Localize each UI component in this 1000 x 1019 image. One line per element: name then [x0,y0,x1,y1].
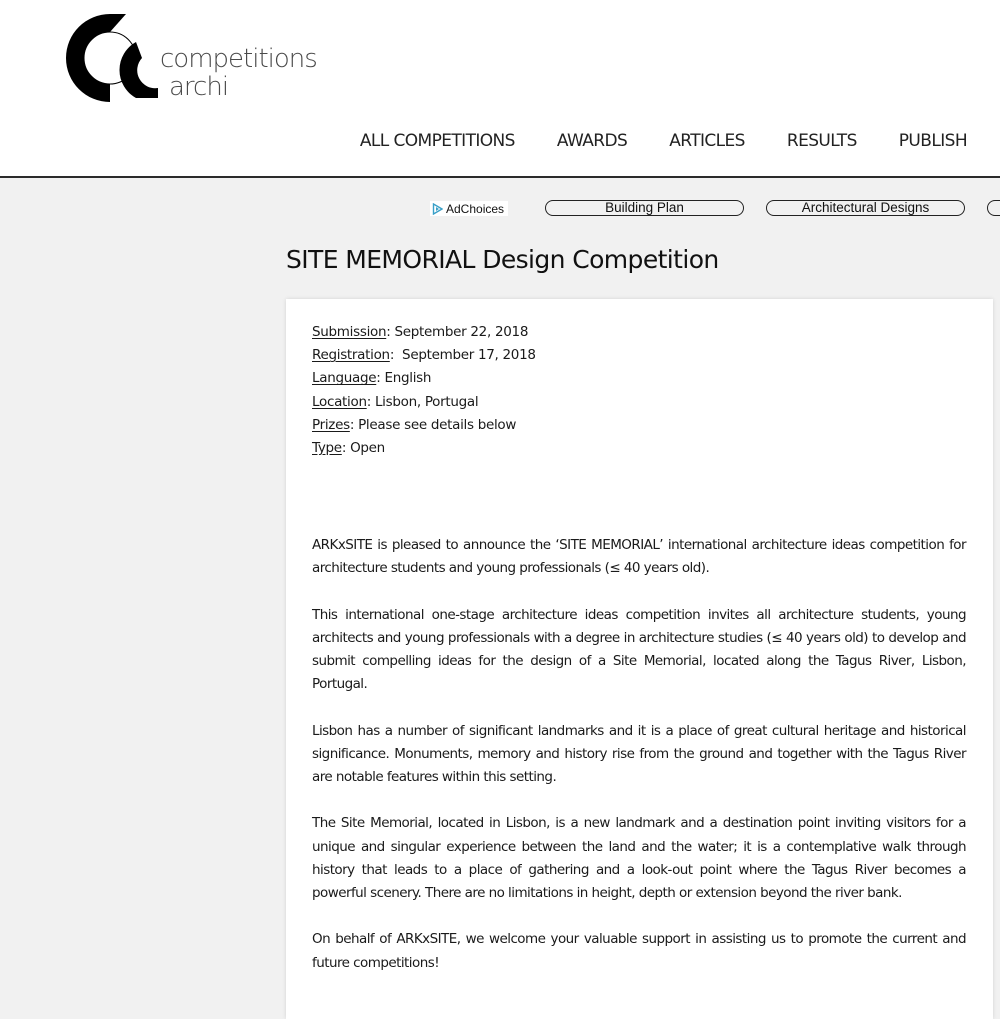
ad-link-partial[interactable] [987,200,1000,216]
meta-prizes [312,414,536,437]
meta-sep: : [341,440,351,457]
meta-value: Please see details below [358,416,517,433]
meta-label: Type [312,440,342,457]
adchoices-badge[interactable] [430,201,508,216]
ad-link-architectural-designs[interactable]: Architectural Designs [766,200,965,216]
competition-details-card [286,299,993,1019]
meta-sep: : [389,347,403,364]
nav-awards[interactable]: AWARDS [556,131,628,151]
ad-link-building-plan[interactable]: Building Plan [545,200,744,216]
logo-text-archi: archi [169,72,229,102]
meta-label: Language [312,370,377,387]
logo-text-competitions: competitions [160,44,317,74]
nav-articles[interactable]: ARTICLES [669,131,745,151]
description-paragraph: This international one-stage architecture ideas competition invites all architecture students, young architects and young professionals with a degree in architecture studies (≤ 40 years old) to develop and submit compelling ideas for the design of a Site Memorial, located along the Tagus River, Lisbon, Portugal. [312,606,966,693]
meta-language [312,367,536,390]
site-logo[interactable] [62,12,322,104]
meta-value: English [384,370,432,387]
meta-label: Registration [312,347,390,364]
description-paragraph: Lisbon has a number of significant landmarks and it is a place of great cultural heritage and historical significance. Monuments, memory and history rise from the ground and together with the Tagus River are notable features within this setting. [312,722,966,785]
main-nav [360,131,967,151]
meta-submission [312,321,536,344]
description-paragraph: On behalf of ARKxSITE, we welcome your valuable support in assisting us to promote the current and future competitions! [312,931,966,971]
meta-label: Prizes [312,416,350,433]
competition-description [312,534,966,998]
meta-value: September 17, 2018 [402,347,536,364]
meta-label: Submission [312,324,387,340]
meta-label: Location [312,393,367,410]
meta-location [312,391,536,414]
meta-sep: : [376,370,385,387]
meta-sep: : [366,393,375,410]
page-title: SITE MEMORIAL Design Competition [286,245,719,274]
nav-publish[interactable]: PUBLISH [898,131,967,151]
competition-meta [312,321,536,460]
meta-sep: : [349,416,359,433]
nav-all-competitions[interactable]: ALL COMPETITIONS [359,131,515,151]
meta-registration [312,344,536,367]
adchoices-triangle-icon [432,203,443,215]
meta-value: Lisbon, Portugal [374,393,479,410]
meta-value: September 22, 2018 [394,324,529,340]
site-header [0,0,1000,178]
description-paragraph: ARKxSITE is pleased to announce the ‘SITE MEMORIAL’ international architecture ideas competition for architecture students and young professionals (≤ 40 years old). [312,537,966,577]
logo-mark-icon [62,12,172,104]
meta-value: Open [350,440,385,457]
meta-type [312,437,536,460]
nav-results[interactable]: RESULTS [786,131,857,151]
meta-sep: : [386,324,395,340]
adchoices-label: AdChoices [446,201,505,216]
description-paragraph: The Site Memorial, located in Lisbon, is a new landmark and a destination point inviting visitors for a unique and singular experience between the land and the water; it is a contemplative walk through history that leads to a place of gathering and a look-out point where the Tagus River becomes a powerful scenery. There are no limitations in height, depth or extension beyond the river bank. [312,815,966,901]
